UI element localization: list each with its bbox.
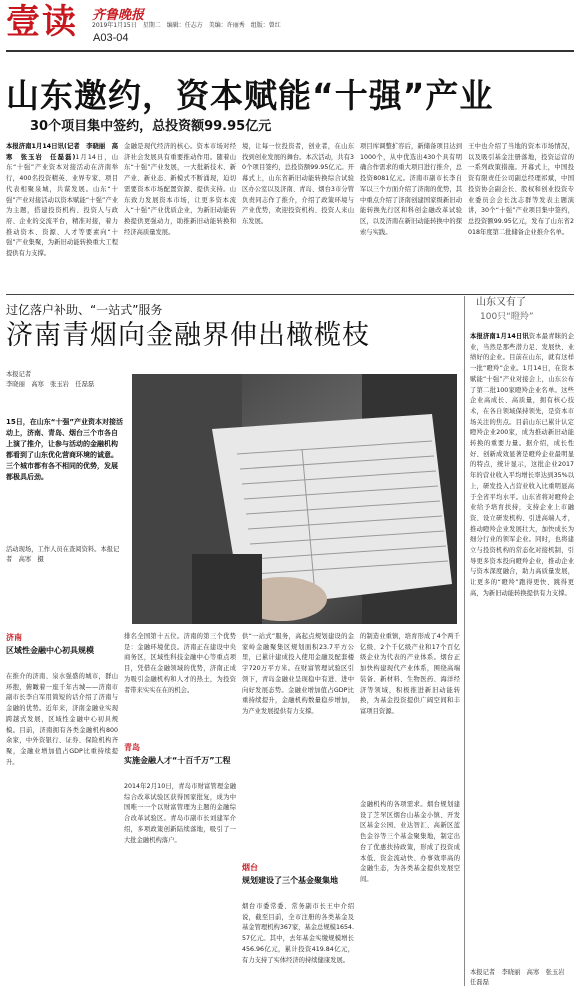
sidebar-subhead: 100只“瞪羚” bbox=[480, 312, 534, 322]
news-photo bbox=[132, 374, 457, 624]
sidebar-divider bbox=[464, 296, 465, 986]
story2-column-2: 排名全国第十五位。济南的第三个优势是：金融环境优良。济南正在建设中央商务区，区域性科技金融中心等重点项目，凭借在金融领域的优势，济南正成为吸引金融机构和人才的热土，为投资者带来实实在在的机会。 bbox=[124, 633, 236, 694]
jinan-body: 在推介的济南、泉水强盛的城市，群山环抱，俯瞰着一座千年古城——济南市副市长李自军用简短的话介绍了济南与金融的优势。近年来，济南金融业实现跨越式发展，区域性金融中心初具规模。目前，济南拥有各类金融机构800余家，中外资银行、证券、保险机构齐聚，金融业增加值占GDP比重持续提升。 bbox=[6, 673, 118, 766]
story1-column-3: 境，让每一位投资者，创业者，在山东找到创业发展的舞台。本次活动，共有30个项目签约，总投资额99.95亿元。开幕式上，山东省新旧动能转换综合试验区办公室以及济南、青岛、烟台3市分管负责同志作了推介，介绍了政策环境与产业优势，欢迎投资机构、投资人来山东发展。 bbox=[242, 143, 354, 225]
jinan-section-head: 济南 bbox=[6, 633, 22, 642]
header-rule bbox=[6, 50, 574, 52]
story1-column-2: 金融是现代经济的核心。资本市场对经济社会发展具有重要推动作用。随着山东“十强”产业发展，一大批新技术、新产业、新业态、新模式不断涌现，迫切需要资本市场配置资源、提供支持。山东致力发展资本市场，让更多资本流入“十强”产业优质企业，为新旧动能转换提供更强动力，助推新旧动能转换和经济高质量发展。 bbox=[124, 143, 236, 236]
story2-headline: 济南青烟向金融界伸出橄榄枝 bbox=[6, 320, 370, 351]
story1-column-5: 王中也介绍了当地的资本市场情况，以及吸引基金注册落地，投资运营的一系列政策措施。开幕式上，中国投资有限责任公司副总经理祁斌，中国投资协会副会长、股权和创业投资专业委员会会长沈志群等发表主题演讲，30个“十强”产业项目集中签约，总投资额99.95亿元，发布了山东省2018年度第二批储备企业推介名单。 bbox=[468, 143, 574, 236]
sidebar-dateline: 本报济南1月14日讯 bbox=[470, 333, 529, 340]
jinan-section-sub: 区域性金融中心初具规模 bbox=[6, 646, 94, 655]
yantai-body: 烟台市委常委、常务副市长王中介绍说，截至目前，全市注册的各类基金及基金管理机构367家，基金总规模1654.57亿元。其中，去年基金实缴规模增长456.96亿元，累计投资419.84亿元，有力支持了实体经济的持续健康发展。 bbox=[242, 903, 354, 964]
edition-meta: 2019年1月15日 星期二 编辑：任志方 美编：许丽秀 组版：曾红 bbox=[92, 22, 281, 29]
section-divider bbox=[6, 294, 574, 295]
yantai-section-sub: 规划建设了三个基金聚集地 bbox=[242, 876, 338, 885]
main-headline: 山东邀约，资本赋能“十强”产业 bbox=[6, 76, 494, 115]
byline-label: 本报记者 bbox=[6, 371, 32, 378]
story1-column-4: 项目库调整扩容后，新储备项目达到1000个，从中优选出430个具有明确合作需求的重大项目进行推介，总投资8081亿元。济南市副市长李自军以三个方面介绍了济南的优势，其中重点介绍了济南创建国家级新旧动能转换先行区和科创金融改革试验区，以及济南在新旧动能转换中的探索与实践。 bbox=[360, 143, 462, 236]
section-title: 壹读 bbox=[6, 2, 78, 42]
story2-byline bbox=[6, 370, 123, 390]
sidebar-text: 资本最青睐的企业，当然是那些潜力足、发展快、业绩好的企业。目前在山东，就有这样一批“瞪羚”企业。1月14日，在资本赋能“十强”产业对接会上，山东公布了第二批100家瞪羚企业名单。这些企业高成长、高质量，拥有核心技术，在各自领域保持领先，是资本市场关注的焦点。目前山东已累计认定瞪羚企业200家，成为推动新旧动能转换的重要力量。据介绍，成长性好、创新成效显著是瞪羚企业最明显的特点，统计显示，这批企业2017年的营业收入平均增长率达到35%以上，研发投入占营业收入比重明显高于全省平均水平。山东省将对瞪羚企业给予培育扶持，支持企业上市融资、设立研发机构、引进高端人才，推动瞪羚企业发展壮大，加快成长为细分行业的领军企业。同时，也将建立与投资机构的常态化对接机制，引导更多资本投向瞪羚企业，推动企业与资本深度融合，助力高质量发展，让更多的“瞪羚”跑得更快、跳得更高，为新旧动能转换提供有力支撑。 bbox=[470, 333, 574, 597]
byline-names: 李晓丽 高寒 张玉岩 任磊磊 bbox=[6, 381, 95, 388]
main-subhead: 30个项目集中签约，总投资额99.95亿元 bbox=[30, 119, 272, 134]
qingdao-body: 2014年2月10日，青岛市财富管理金融综合改革试验区获得国家批复，成为中国唯一一个以财富管理为主题的金融综合改革试验区。青岛市副市长刘建军介绍，多项政策创新陆续落地，吸引了一大批金融机构落户。 bbox=[124, 783, 236, 844]
story2-column-4: 的制造业重镇，培育形成了4个两千亿级、2个千亿级产业和17个百亿级企业为代表的产业体系。烟台正加快构建现代产业体系，围绕高端装备、新材料、生物医药、海洋经济等领域，积极推进新旧动能转换，为基金投资提供广阔空间和丰富项目资源。 bbox=[360, 633, 460, 715]
photo-caption: 活动现场，工作人员在查阅资料。本报记者 高寒 摄 bbox=[6, 546, 120, 563]
story2-kicker: 过亿落户补助、“一站式”服务 bbox=[6, 303, 163, 317]
qingdao-section-sub: 实施金融人才“十百千万”工程 bbox=[124, 756, 231, 765]
story1-column-1 bbox=[6, 142, 118, 292]
story1-col1-text: 1月14日，山东“十强”产业资本对接活动在济南举行，400名投资精英、业界专家、项目代表相聚泉城，共谋发展。山东“十强”产业对接活动以资本赋能“十强”产业为主题，搭建投资机构、投资人与政府、企业的交流平台，精准对接，着力推动资本、资源、人才等要素向“十强”产业集聚，为新旧动能转换重大工程提供有力支撑。 bbox=[6, 153, 118, 258]
yantai-section-head: 烟台 bbox=[242, 863, 258, 872]
story2-column-5: 金融机构的各项需求。烟台规划建设了芝罘区烟台山基金小镇、开发区基金公园、业达智汇、高新区蓝色金谷等三个基金聚集地，制定出台了优惠扶持政策，形成了投资成本低、资金流动快、办事效率高的金融生态，为各类基金提供发展空间。 bbox=[360, 801, 460, 883]
page-number: A03-04 bbox=[93, 32, 129, 44]
qingdao-section-head: 青岛 bbox=[124, 743, 140, 752]
document-reading-photo bbox=[132, 374, 457, 624]
sidebar-byline: 本报记者 李晓丽 高寒 张玉岩 任磊磊 bbox=[470, 969, 571, 986]
sidebar-headline: 山东又有了 bbox=[476, 297, 526, 308]
story1-dateline: 本报济南1月14日讯(记者 李晓丽 高寒 张玉岩 任磊磊) bbox=[6, 143, 118, 161]
sidebar-body bbox=[470, 332, 574, 960]
story2-column-3: 供“一站式”服务，高起点规划建设的金家岭金融聚集区规划面积23.7平方公里，已累计建成投入使用金融及配套楼宇720万平方米。在财富管理试验区引领下，青岛金融业呈现稳中有进、进中向好发展态势。金融业增加值占GDP比重持续提升，金融机构数量稳步增加，为产业发展提供有力支撑。 bbox=[242, 633, 354, 715]
story2-intro: 15日，在山东“十强”产业资本对接活动上，济南、青岛、烟台三个市各自上演了推介，让参与活动的金融机构都看到了山东优化营商环境的诚意。三个城市都有各不相同的优势，发展都极具后劲。 bbox=[6, 418, 123, 481]
newspaper-brand: 齐鲁晚报 bbox=[92, 8, 145, 23]
